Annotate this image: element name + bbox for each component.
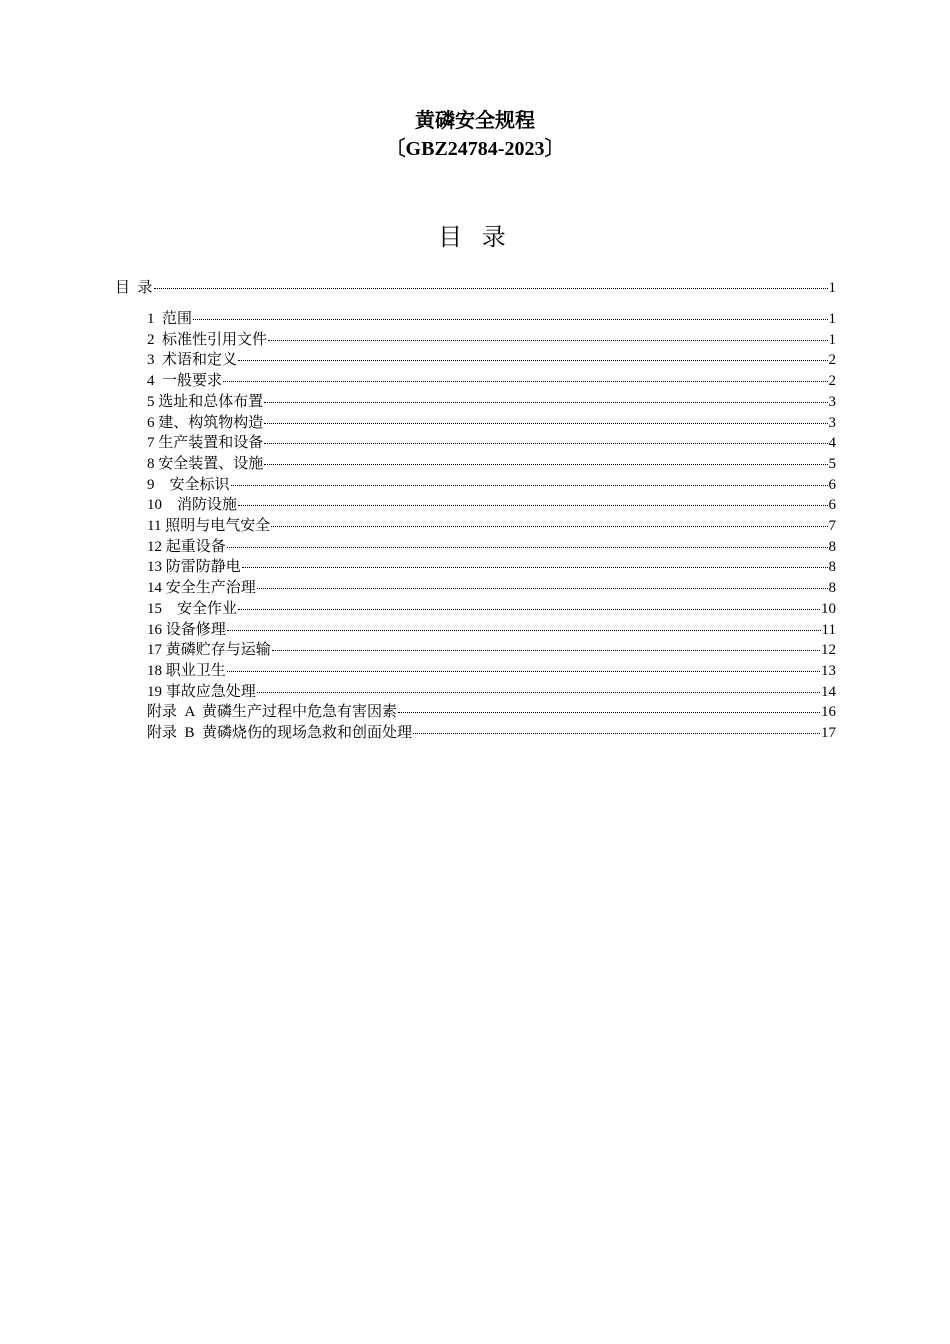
toc-dot-leader <box>264 451 827 465</box>
toc-dot-leader <box>264 410 827 424</box>
toc-dot-leader <box>231 472 828 486</box>
toc-page-number: 5 <box>828 455 836 472</box>
toc-entry-label: 1 范围 <box>147 311 193 327</box>
toc-page-number: 17 <box>821 725 836 741</box>
toc-entry-label: 18 职业卫生 <box>147 662 226 679</box>
toc-entry-label: 9 安全标识 <box>147 476 230 493</box>
toc-page-number: 2 <box>828 373 836 390</box>
toc-entry-label: 2 标准性引用文件 <box>147 331 268 348</box>
toc-page-number: 13 <box>821 662 836 679</box>
toc-entry-label: 附录 B 黄磷烧伤的现场急救和创面处理 <box>147 725 413 741</box>
toc-dot-leader <box>264 389 827 403</box>
toc-page-number: 6 <box>828 497 836 514</box>
toc-dot-leader <box>271 513 827 527</box>
toc-page-number: 16 <box>821 704 836 721</box>
toc-page-number: 3 <box>828 393 836 410</box>
toc-dot-leader <box>238 596 820 610</box>
toc-entry-label: 19 事故应急处理 <box>147 683 256 700</box>
toc-dot-leader <box>242 554 828 568</box>
toc-entry-label: 8 安全装置、设施 <box>147 455 264 472</box>
toc-entry-label: 3 术语和定义 <box>147 352 238 369</box>
toc-page-number: 8 <box>828 538 836 555</box>
toc-dot-leader <box>398 699 820 713</box>
toc-entry-label: 12 起重设备 <box>147 538 226 555</box>
toc-dot-leader <box>413 720 820 734</box>
toc-dot-leader <box>272 637 820 651</box>
toc-dot-leader <box>264 430 827 444</box>
toc-entry-label: 11 照明与电气安全 <box>147 518 271 534</box>
toc-entry-label: 5 选址和总体布置 <box>147 393 264 410</box>
toc-page-number: 3 <box>828 414 836 431</box>
toc-entry-label: 7 生产装置和设备 <box>147 435 264 452</box>
toc-entry-label: 17 黄磷贮存与运输 <box>147 642 271 659</box>
toc-page-number: 14 <box>821 683 836 700</box>
toc-entry-label: 4 一般要求 <box>147 373 223 390</box>
toc-page-number: 11 <box>821 621 836 638</box>
toc-entry-contents[interactable] <box>115 278 836 298</box>
toc-entry-label: 14 安全生产治理 <box>147 580 256 597</box>
toc-page-number: 4 <box>828 435 836 452</box>
toc-heading: 目 录 <box>438 223 512 251</box>
toc-dot-leader <box>227 534 828 548</box>
toc-page-number: 8 <box>828 559 836 576</box>
toc-entry[interactable] <box>147 723 836 743</box>
toc-page-number: 1 <box>828 311 836 327</box>
document-title: 黄磷安全规程 <box>415 110 535 132</box>
toc-dot-leader <box>193 306 827 320</box>
toc-entry-label: 10 消防设施 <box>147 497 238 514</box>
toc-dot-leader <box>227 617 821 631</box>
toc-dot-leader <box>257 679 820 693</box>
toc-dot-leader <box>238 347 827 361</box>
toc-entry-label: 15 安全作业 <box>147 600 238 617</box>
toc-entry-label: 目 录 <box>115 280 153 296</box>
toc-page-number: 10 <box>821 600 836 617</box>
toc-entry-label: 16 设备修理 <box>147 621 226 638</box>
toc-dot-leader <box>238 492 827 506</box>
toc-dot-leader <box>227 658 820 672</box>
toc-page-number: 6 <box>828 476 836 493</box>
toc-page-number: 7 <box>828 518 836 534</box>
toc-page-number: 1 <box>828 280 836 296</box>
document-code: 〔GBZ24784-2023〕 <box>385 138 565 160</box>
toc-dot-leader <box>268 327 827 341</box>
toc-page-number: 12 <box>821 642 836 659</box>
toc-page-number: 2 <box>828 352 836 369</box>
toc-entry-label: 6 建、构筑物构造 <box>147 414 264 431</box>
toc-entry-label: 附录 A 黄磷生产过程中危急有害因素 <box>147 704 398 721</box>
toc-dot-leader <box>257 575 828 589</box>
toc-page-number: 8 <box>828 580 836 597</box>
toc-page-number: 1 <box>828 331 836 348</box>
toc-dot-leader <box>154 275 828 289</box>
toc-dot-leader <box>223 368 827 382</box>
toc-entry-label: 13 防雷防静电 <box>147 559 241 576</box>
